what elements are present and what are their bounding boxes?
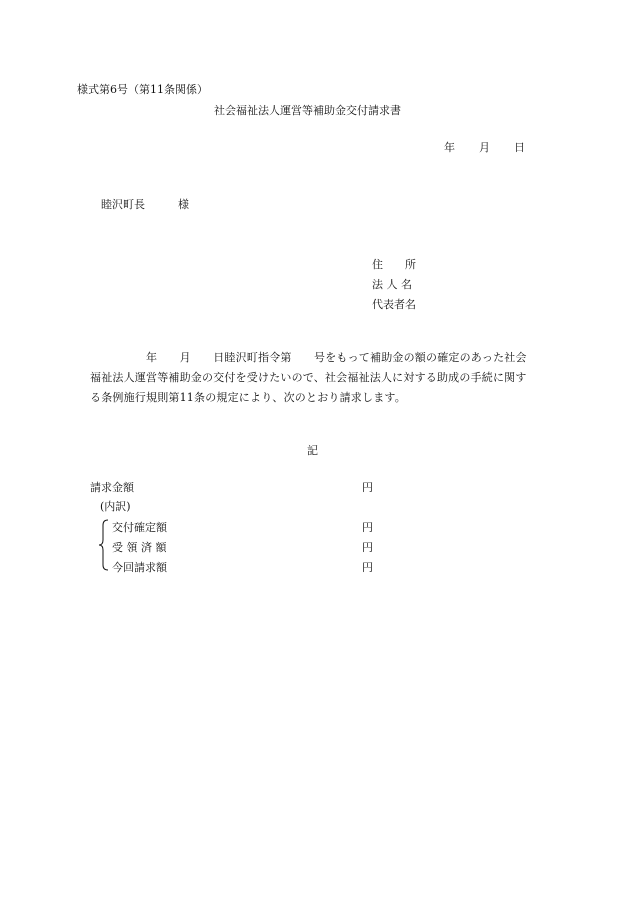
request-amount-label: 請求金額 (90, 481, 134, 494)
item-yen: 円 (362, 561, 373, 574)
item-label: 交付確定額 (112, 521, 167, 534)
date-year: 年 (444, 141, 455, 154)
item-yen: 円 (362, 521, 373, 534)
date-day: 日 (514, 141, 525, 154)
breakdown-item (104, 538, 384, 558)
request-amount-row (90, 481, 380, 495)
form-number: 様式第6号（第11条関係） (77, 83, 208, 96)
breakdown-item (104, 558, 384, 578)
addressee-name: 睦沢町長 (101, 198, 145, 211)
body-line-3: る条例施行規則第11条の規定により、次のとおり請求します。 (90, 391, 406, 404)
breakdown-label: (内訳) (100, 500, 131, 513)
representative-label: 代表者名 (372, 298, 416, 311)
request-body (90, 348, 560, 408)
address-label: 住 所 (372, 258, 416, 271)
ki-heading: 記 (307, 444, 318, 457)
addressee (101, 198, 189, 212)
applicant-block (372, 255, 416, 315)
item-label: 今回請求額 (112, 561, 167, 574)
breakdown-items (104, 518, 384, 578)
body-line-2: 福祉法人運営等補助金の交付を受けたいので、社会福祉法人に対する助成の手続に関す (90, 371, 527, 384)
date-line (444, 141, 525, 155)
body-line-1: 年 月 日睦沢町指令第 号をもって補助金の額の確定のあった社会 (90, 351, 527, 364)
date-month: 月 (479, 141, 490, 154)
document-title: 社会福祉法人運営等補助金交付請求書 (214, 104, 401, 117)
addressee-honorific: 様 (178, 198, 189, 211)
item-yen: 円 (362, 541, 373, 554)
breakdown-item (104, 518, 384, 538)
request-amount-yen: 円 (362, 481, 373, 494)
item-label: 受 領 済 額 (112, 541, 167, 554)
corp-name-label: 法 人 名 (372, 278, 412, 291)
